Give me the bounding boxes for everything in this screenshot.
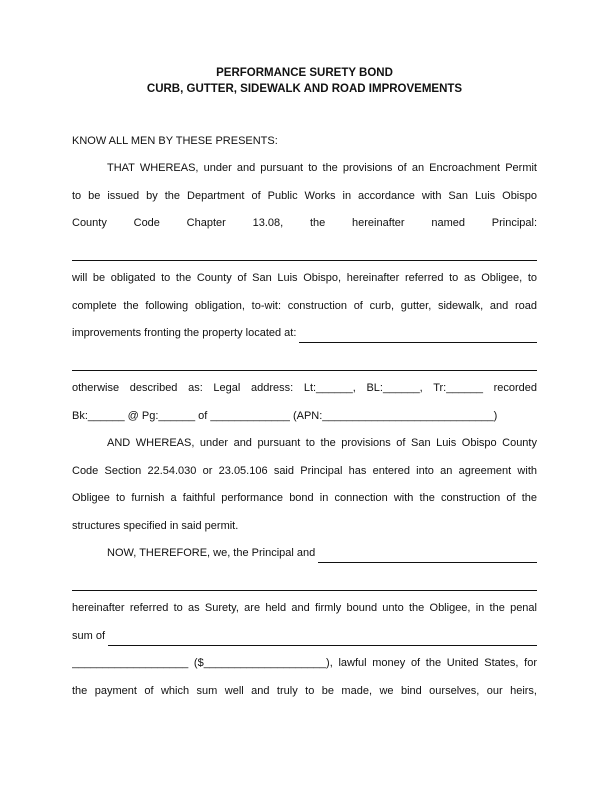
document-line — [72, 183, 537, 211]
document-line — [72, 293, 537, 321]
line-text: KNOW ALL MEN BY THESE PRESENTS: — [72, 134, 278, 147]
blank-field — [299, 320, 537, 343]
blank-field — [108, 623, 537, 646]
document-line — [72, 430, 537, 458]
document-title — [72, 66, 537, 97]
line-text: ___________________ ($____________________), lawful money of the United States, for — [72, 657, 537, 669]
document-line — [72, 678, 537, 706]
document-line — [72, 265, 537, 293]
document-line — [72, 155, 537, 183]
document-body — [72, 128, 537, 706]
line-text: otherwise described as: Legal address: Lt:______, BL:______, Tr:______ recorded — [72, 382, 537, 394]
title-line-1: PERFORMANCE SURETY BOND — [216, 67, 393, 79]
document-line — [72, 513, 537, 541]
line-text: sum of — [72, 629, 109, 642]
line-text: THAT WHEREAS, under and pursuant to the provisions of an Encroachment Permit — [107, 162, 537, 174]
line-text: Code Section 22.54.030 or 23.05.106 said Principal has entered into an agreement with — [72, 464, 537, 477]
document-line — [72, 458, 537, 486]
line-text: improvements fronting the property located at: — [72, 327, 300, 339]
document-line — [72, 320, 537, 348]
document-line — [72, 403, 537, 431]
document-line — [72, 650, 537, 678]
document-line — [72, 348, 537, 376]
line-text: AND WHEREAS, under and pursuant to the provisions of San Luis Obispo County — [107, 437, 537, 449]
document-line — [72, 595, 537, 623]
document-line — [72, 568, 537, 596]
document-line — [72, 540, 537, 568]
document-content — [72, 66, 537, 705]
document-line — [72, 485, 537, 513]
line-text: Bk:______ @ Pg:______ of _____________ (APN:____________________________) — [72, 409, 498, 422]
document-line — [72, 128, 537, 156]
document-line — [72, 210, 537, 238]
blank-field — [72, 348, 537, 371]
title-line-2: CURB, GUTTER, SIDEWALK AND ROAD IMPROVEMENTS — [146, 82, 463, 95]
blank-field — [72, 568, 537, 591]
document-line — [72, 623, 537, 651]
line-text: to be issued by the Department of Public Works in accordance with San Luis Obispo — [72, 189, 537, 202]
line-text: will be obligated to the County of San Luis Obispo, hereinafter referred to as Obligee, to — [72, 272, 537, 284]
line-text: County Code Chapter 13.08, the hereinafter named Principal: — [72, 217, 537, 229]
blank-field — [318, 540, 537, 563]
line-text: Obligee to furnish a faithful performance bond in connection with the construction of the — [72, 492, 537, 504]
line-text: structures specified in said permit. — [72, 519, 239, 532]
line-text: hereinafter referred to as Surety, are held and firmly bound unto the Obligee, in the penal — [72, 602, 537, 614]
document-line — [72, 238, 537, 266]
line-text: complete the following obligation, to-wit: construction of curb, gutter, sidewalk, and road — [72, 299, 537, 312]
line-text: NOW, THEREFORE, we, the Principal and — [107, 547, 319, 559]
line-text: the payment of which sum well and truly to be made, we bind ourselves, our heirs, — [72, 684, 537, 697]
blank-field — [72, 238, 537, 261]
document-line — [72, 375, 537, 403]
